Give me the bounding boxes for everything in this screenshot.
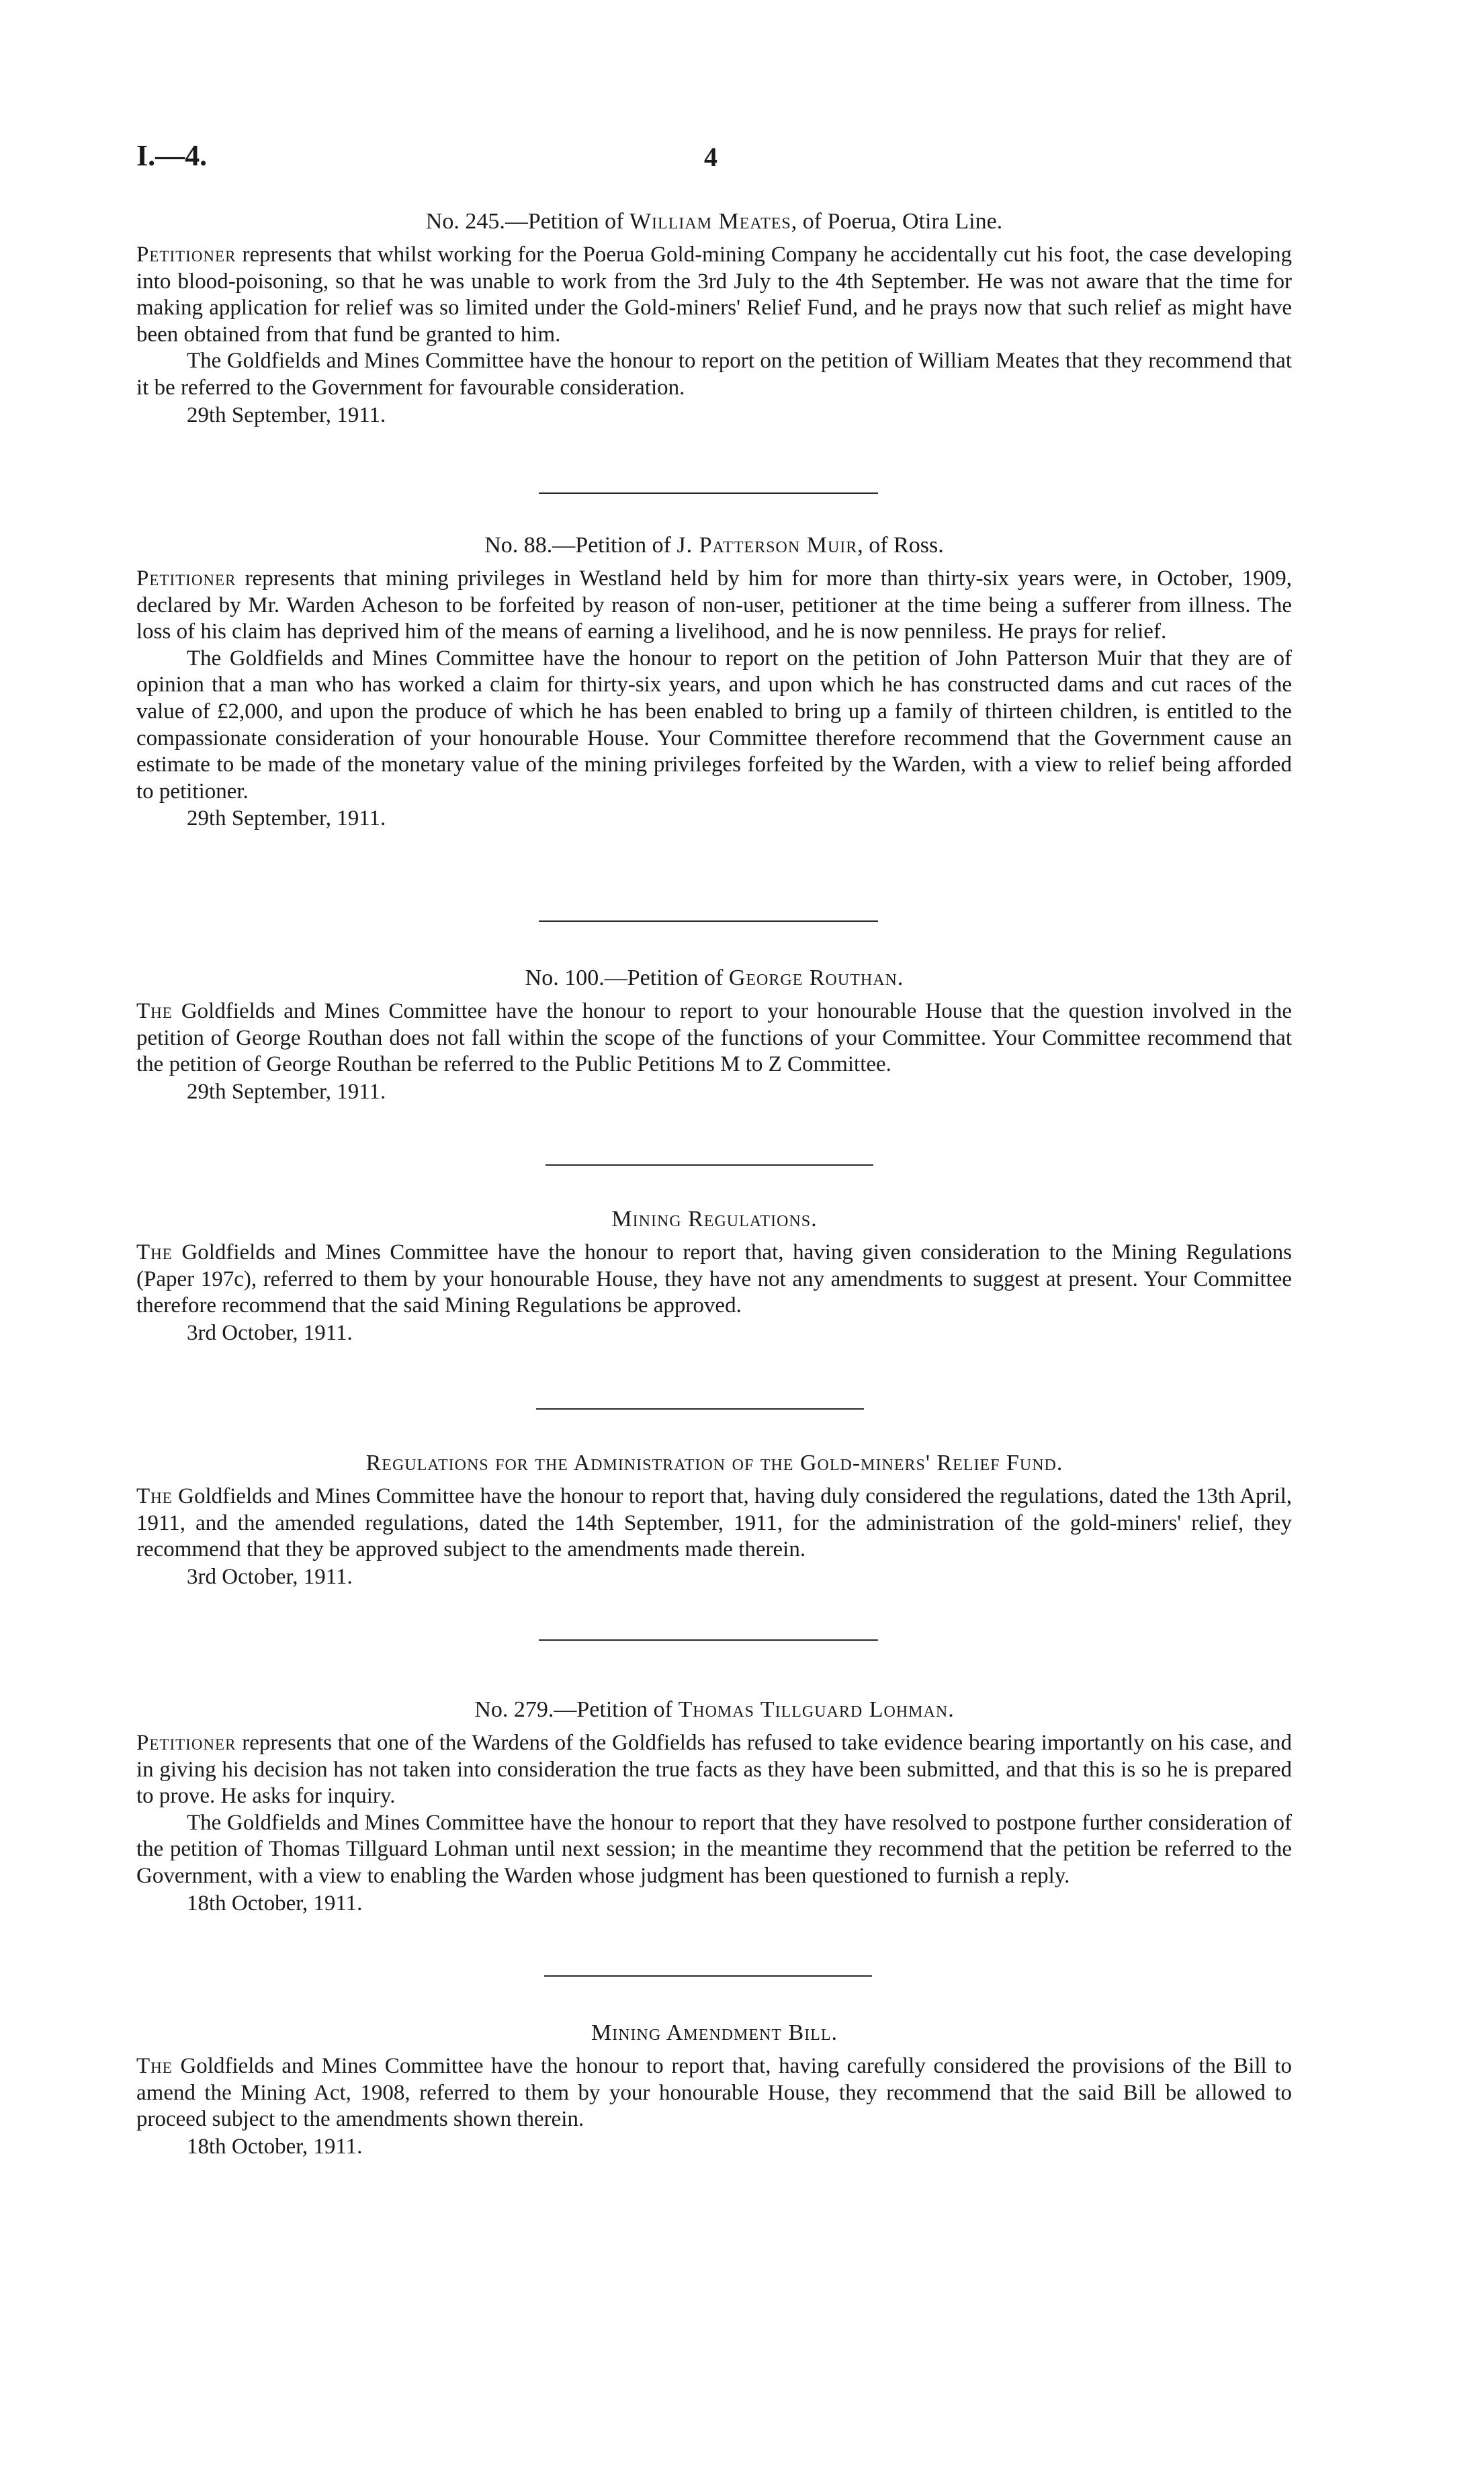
section-divider — [539, 920, 878, 922]
section-divider — [544, 1975, 872, 1977]
section-date: 29th September, 1911. — [187, 806, 386, 831]
section-title: Regulations for the Administration of the Gold-miners' Relief Fund. — [365, 1451, 1063, 1475]
petition-paragraph: Petitioner represents that one of the Wardens of the Goldfields has refused to take evidence bearing importantly on his case, and in giving his decision has not taken into consideration the true facts as they have been submitted, and that this is so he is prepared to prove. He asks for inquiry. — [136, 1731, 1292, 1809]
section-date: 3rd October, 1911. — [187, 1320, 353, 1345]
section-divider — [545, 1164, 873, 1166]
petition-88-section — [136, 532, 1292, 832]
section-date: 18th October, 1911. — [187, 2134, 363, 2159]
paper-reference: I.—4. — [136, 139, 208, 172]
committee-report-paragraph: The Goldfields and Mines Committee have the honour to report that, having duly considered the regulations, dated the 13th April, 1911, and the amended regulations, dated the 14th September, 1911, for the administration of the gold-miners' relief, they recommend that they be approved subject to the amendments made therein. — [136, 1484, 1292, 1562]
petition-100-section — [136, 965, 1292, 1105]
committee-report-paragraph: The Goldfields and Mines Committee have the honour to report that, having given consideration to the Mining Regulations (Paper 197c), referred to them by your honourable House, they have not any amendments to suggest at present. Your Committee therefore recommend that the said Mining Regulations be approved. — [136, 1240, 1292, 1318]
petition-279-section — [136, 1696, 1292, 1917]
petition-paragraph: Petitioner represents that mining privileges in Westland held by him for more than thirty-six years were, in October, 1909, declared by Mr. Warden Acheson to be forfeited by reason of non-user, petitioner at the time being a sufferer from illness. The loss of his claim has deprived him of the means of earning a livelihood, and he is now penniless. He prays for relief. — [136, 566, 1292, 644]
section-date: 29th September, 1911. — [187, 402, 386, 427]
section-divider — [539, 492, 878, 494]
section-date: 3rd October, 1911. — [187, 1564, 353, 1589]
section-divider — [536, 1408, 864, 1410]
section-divider — [539, 1639, 878, 1641]
committee-report-paragraph: The Goldfields and Mines Committee have the honour to report on the petition of John Patterson Muir that they are of opinion that a man who has worked a claim for thirty-six years, and upon which he has constructed dams and cut races of the value of £2,000, and upon the produce of which he has been enabled to bring up a family of thirteen children, is entitled to the compassionate consideration of your honourable House. Your Committee therefore recommend that the Government cause an estimate to be made of the monetary value of the mining privileges forfeited by the Warden, with a view to relief being afforded to petitioner. — [136, 646, 1292, 804]
section-date: 18th October, 1911. — [187, 1891, 363, 1916]
section-title: No. 245.—Petition of William Meates, of Poerua, Otira Line. — [425, 209, 1003, 234]
page-number: 4 — [704, 142, 717, 172]
relief-fund-regulations-section — [136, 1450, 1292, 1590]
committee-report-paragraph: The Goldfields and Mines Committee have the honour to report to your honourable House that the question involved in the petition of George Routhan does not fall within the scope of the functions of your Committee. Your Committee recommend that the petition of George Routhan be referred to the Public Petitions M to Z Committee. — [136, 999, 1292, 1077]
petition-paragraph: Petitioner represents that whilst working for the Poerua Gold-mining Company he accidentally cut his foot, the case developing into blood-poisoning, so that he was unable to work from the 3rd July to the 4th September. He was not aware that the time for making application for relief was so limited under the Gold-miners' Relief Fund, and he prays now that such relief as might have been obtained from that fund be granted to him. — [136, 243, 1292, 347]
section-title: Mining Regulations. — [611, 1207, 817, 1232]
mining-amendment-bill-section — [136, 2020, 1292, 2160]
section-date: 29th September, 1911. — [187, 1079, 386, 1104]
section-title: No. 88.—Petition of J. Patterson Muir, of Ross. — [484, 533, 944, 558]
petition-245-section — [136, 208, 1292, 429]
section-title: No. 100.—Petition of George Routhan. — [525, 965, 904, 990]
committee-report-paragraph: The Goldfields and Mines Committee have the honour to report that, having carefully considered the provisions of the Bill to amend the Mining Act, 1908, referred to them by your honourable House, they recommend that the said Bill be allowed to proceed subject to the amendments shown therein. — [136, 2054, 1292, 2132]
section-title: No. 279.—Petition of Thomas Tillguard Lohman. — [474, 1697, 954, 1722]
committee-report-paragraph: The Goldfields and Mines Committee have the honour to report that they have resolved to postpone further consideration of the petition of Thomas Tillguard Lohman until next session; in the meantime they recommend that the petition be referred to the Government, with a view to enabling the Warden whose judgment has been questioned to furnish a reply. — [136, 1810, 1292, 1888]
mining-regulations-section — [136, 1206, 1292, 1346]
section-title: Mining Amendment Bill. — [591, 2020, 838, 2045]
committee-report-paragraph: The Goldfields and Mines Committee have the honour to report on the petition of William Meates that they recommend that it be referred to the Government for favourable consideration. — [136, 349, 1292, 400]
